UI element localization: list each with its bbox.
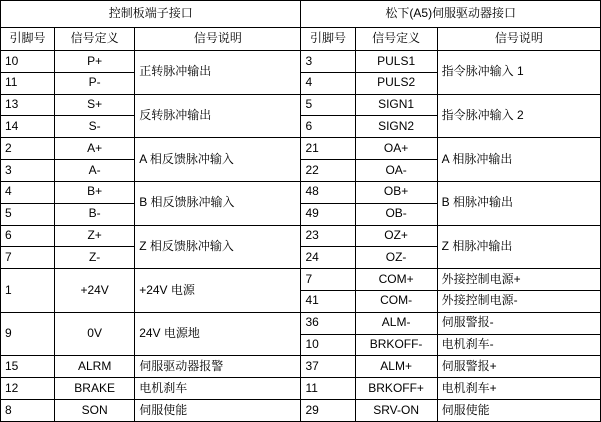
table-row	[1, 356, 601, 378]
cell-pin-right: 21	[301, 138, 355, 160]
cell-pin-right: 41	[301, 290, 355, 312]
cell-desc-left: Z 相反馈脉冲输入	[135, 225, 301, 269]
cell-signal-right: OA-	[355, 160, 437, 182]
cell-signal-left: +24V	[55, 269, 135, 313]
column-header-desc-left: 信号说明	[135, 28, 301, 51]
cell-pin-left: 12	[1, 378, 55, 400]
cell-desc-left: B 相反馈脉冲输入	[135, 181, 301, 225]
cell-pin-left: 8	[1, 400, 55, 422]
table-row	[1, 400, 601, 422]
cell-pin-right: 22	[301, 160, 355, 182]
cell-pin-right: 37	[301, 356, 355, 378]
table-row	[1, 378, 601, 400]
cell-signal-left: P+	[55, 51, 135, 73]
cell-signal-right: BRKOFF-	[355, 334, 437, 356]
column-header-pin-left: 引脚号	[1, 28, 55, 51]
column-header-desc-right: 信号说明	[437, 28, 600, 51]
column-header-row	[1, 28, 601, 51]
cell-pin-left: 1	[1, 269, 55, 313]
table-row	[1, 181, 601, 203]
table-row	[1, 225, 601, 247]
column-header-signal-right: 信号定义	[355, 28, 437, 51]
cell-pin-right: 5	[301, 94, 355, 116]
cell-desc-left: 伺服驱动器报警	[135, 356, 301, 378]
cell-signal-left: 0V	[55, 312, 135, 356]
table-body	[1, 51, 601, 422]
cell-desc-left: A 相反馈脉冲输入	[135, 138, 301, 182]
cell-signal-left: P-	[55, 72, 135, 94]
cell-signal-right: PULS2	[355, 72, 437, 94]
cell-pin-left: 10	[1, 51, 55, 73]
cell-signal-right: SIGN1	[355, 94, 437, 116]
cell-signal-right: OB+	[355, 181, 437, 203]
table-row	[1, 138, 601, 160]
cell-desc-right: A 相脉冲输出	[437, 138, 600, 182]
cell-pin-left: 4	[1, 181, 55, 203]
table-row	[1, 269, 601, 291]
group-header-left: 控制板端子接口	[1, 1, 301, 28]
cell-signal-left: A+	[55, 138, 135, 160]
cell-desc-right: 外接控制电源+	[437, 269, 600, 291]
cell-pin-left: 5	[1, 203, 55, 225]
cell-signal-left: ALRM	[55, 356, 135, 378]
cell-desc-left: +24V 电源	[135, 269, 301, 313]
cell-pin-right: 36	[301, 312, 355, 334]
cell-desc-left: 正转脉冲输出	[135, 51, 301, 95]
cell-signal-right: COM+	[355, 269, 437, 291]
column-header-signal-left: 信号定义	[55, 28, 135, 51]
cell-pin-left: 15	[1, 356, 55, 378]
table-row	[1, 94, 601, 116]
cell-desc-right: Z 相脉冲输出	[437, 225, 600, 269]
cell-signal-left: Z+	[55, 225, 135, 247]
cell-desc-right: B 相脉冲输出	[437, 181, 600, 225]
cell-desc-right: 电机刹车+	[437, 378, 600, 400]
cell-signal-right: SRV-ON	[355, 400, 437, 422]
cell-pin-right: 6	[301, 116, 355, 138]
cell-signal-right: PULS1	[355, 51, 437, 73]
cell-pin-right: 10	[301, 334, 355, 356]
column-header-pin-right: 引脚号	[301, 28, 355, 51]
cell-pin-right: 3	[301, 51, 355, 73]
cell-signal-left: A-	[55, 160, 135, 182]
cell-signal-right: OB-	[355, 203, 437, 225]
cell-pin-left: 7	[1, 247, 55, 269]
cell-signal-right: OA+	[355, 138, 437, 160]
cell-signal-right: COM-	[355, 290, 437, 312]
cell-signal-right: SIGN2	[355, 116, 437, 138]
group-header-right: 松下(A5)伺服驱动器接口	[301, 1, 601, 28]
cell-signal-right: ALM-	[355, 312, 437, 334]
cell-signal-left: B+	[55, 181, 135, 203]
cell-pin-left: 13	[1, 94, 55, 116]
cell-desc-right: 外接控制电源-	[437, 290, 600, 312]
cell-pin-left: 9	[1, 312, 55, 356]
cell-desc-right: 指令脉冲输入 1	[437, 51, 600, 95]
cell-pin-left: 2	[1, 138, 55, 160]
cell-signal-left: B-	[55, 203, 135, 225]
cell-desc-right: 伺服警报+	[437, 356, 600, 378]
cell-desc-right: 指令脉冲输入 2	[437, 94, 600, 138]
cell-pin-right: 7	[301, 269, 355, 291]
cell-signal-left: BRAKE	[55, 378, 135, 400]
cell-pin-right: 48	[301, 181, 355, 203]
cell-desc-right: 伺服使能	[437, 400, 600, 422]
cell-pin-right: 24	[301, 247, 355, 269]
cell-desc-right: 伺服警报-	[437, 312, 600, 334]
cell-pin-right: 11	[301, 378, 355, 400]
cell-pin-right: 49	[301, 203, 355, 225]
cell-pin-left: 3	[1, 160, 55, 182]
cell-signal-right: OZ-	[355, 247, 437, 269]
cell-signal-left: Z-	[55, 247, 135, 269]
cell-signal-right: OZ+	[355, 225, 437, 247]
cell-pin-right: 29	[301, 400, 355, 422]
cell-desc-right: 电机刹车-	[437, 334, 600, 356]
table-row	[1, 312, 601, 334]
cell-desc-left: 电机刹车	[135, 378, 301, 400]
cell-signal-right: ALM+	[355, 356, 437, 378]
cell-signal-left: S-	[55, 116, 135, 138]
cell-pin-right: 23	[301, 225, 355, 247]
cell-signal-left: SON	[55, 400, 135, 422]
cell-signal-right: BRKOFF+	[355, 378, 437, 400]
cell-pin-left: 6	[1, 225, 55, 247]
cell-pin-left: 11	[1, 72, 55, 94]
cell-pin-right: 4	[301, 72, 355, 94]
table-row	[1, 51, 601, 73]
cell-desc-left: 伺服使能	[135, 400, 301, 422]
cell-pin-left: 14	[1, 116, 55, 138]
cell-signal-left: S+	[55, 94, 135, 116]
cell-desc-left: 24V 电源地	[135, 312, 301, 356]
group-header-row	[1, 1, 601, 28]
cell-desc-left: 反转脉冲输出	[135, 94, 301, 138]
